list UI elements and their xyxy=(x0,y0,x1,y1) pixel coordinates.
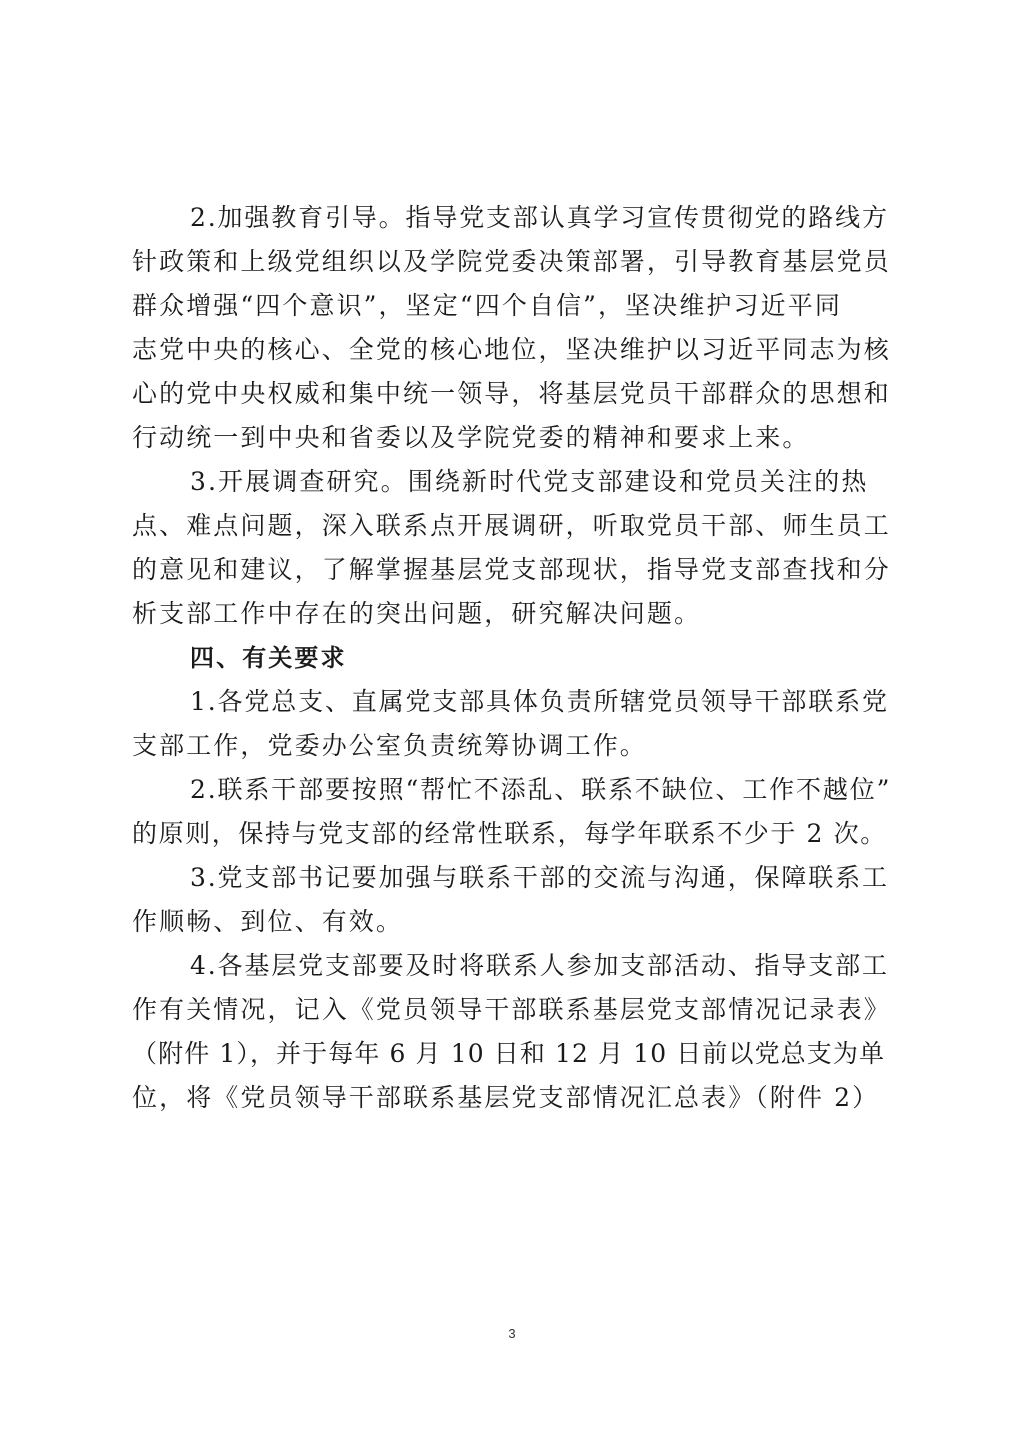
text-line: 行动统一到中央和省委以及学院党委的精神和要求上来。 xyxy=(132,423,810,452)
text-line: 位，将《党员领导干部联系基层党支部情况汇总表》（附件 2） xyxy=(132,1083,880,1112)
text-line: 作顺畅、到位、有效。 xyxy=(132,907,404,936)
text-line: 2.加强教育引导。指导党支部认真学习宣传贯彻党的路线方 xyxy=(190,203,889,232)
text-line: 作有关情况，记入《党员领导干部联系基层党支部情况记录表》 xyxy=(132,995,891,1024)
paragraph-requirement-1 xyxy=(132,680,892,768)
page-number: 3 xyxy=(508,1326,516,1341)
text-line: （附件 1），并于每年 6 月 10 日和 12 月 10 日前以党总支为单 xyxy=(132,1039,886,1068)
section-heading-requirements xyxy=(132,636,892,680)
paragraph-requirement-2 xyxy=(132,768,892,856)
text-line: 支部工作，党委办公室负责统筹协调工作。 xyxy=(132,731,647,760)
text-line: 群众增强“四个意识”，坚定“四个自信”，坚决维护习近平同 xyxy=(132,291,842,320)
text-line: 心的党中央权威和集中统一领导，将基层党员干部群众的思想和 xyxy=(132,379,891,408)
paragraph-strengthen-education xyxy=(132,196,892,460)
text-line: 1.各党总支、直属党支部具体负责所辖党员领导干部联系党 xyxy=(190,687,889,716)
heading-text: 四、有关要求 xyxy=(190,644,347,672)
text-line: 2.联系干部要按照“帮忙不添乱、联系不缺位、工作不越位” xyxy=(190,775,892,804)
text-line: 3.党支部书记要加强与联系干部的交流与沟通，保障联系工 xyxy=(190,863,889,892)
text-line: 4.各基层党支部要及时将联系人参加支部活动、指导支部工 xyxy=(190,951,889,980)
paragraph-requirement-3 xyxy=(132,856,892,944)
text-line: 针政策和上级党组织以及学院党委决策部署，引导教育基层党员 xyxy=(132,247,891,276)
text-line: 3.开展调查研究。围绕新时代党支部建设和党员关注的热 xyxy=(190,467,869,496)
text-line: 志党中央的核心、全党的核心地位，坚决维护以习近平同志为核 xyxy=(132,335,891,364)
paragraph-conduct-research xyxy=(132,460,892,636)
document-body xyxy=(132,196,892,1120)
text-line: 的意见和建议，了解掌握基层党支部现状，指导党支部查找和分 xyxy=(132,555,891,584)
paragraph-requirement-4 xyxy=(132,944,892,1120)
text-line: 析支部工作中存在的突出问题，研究解决问题。 xyxy=(132,599,702,628)
text-line: 点、难点问题，深入联系点开展调研，听取党员干部、师生员工 xyxy=(132,511,891,540)
text-line: 的原则，保持与党支部的经常性联系，每学年联系不少于 2 次。 xyxy=(132,819,887,848)
